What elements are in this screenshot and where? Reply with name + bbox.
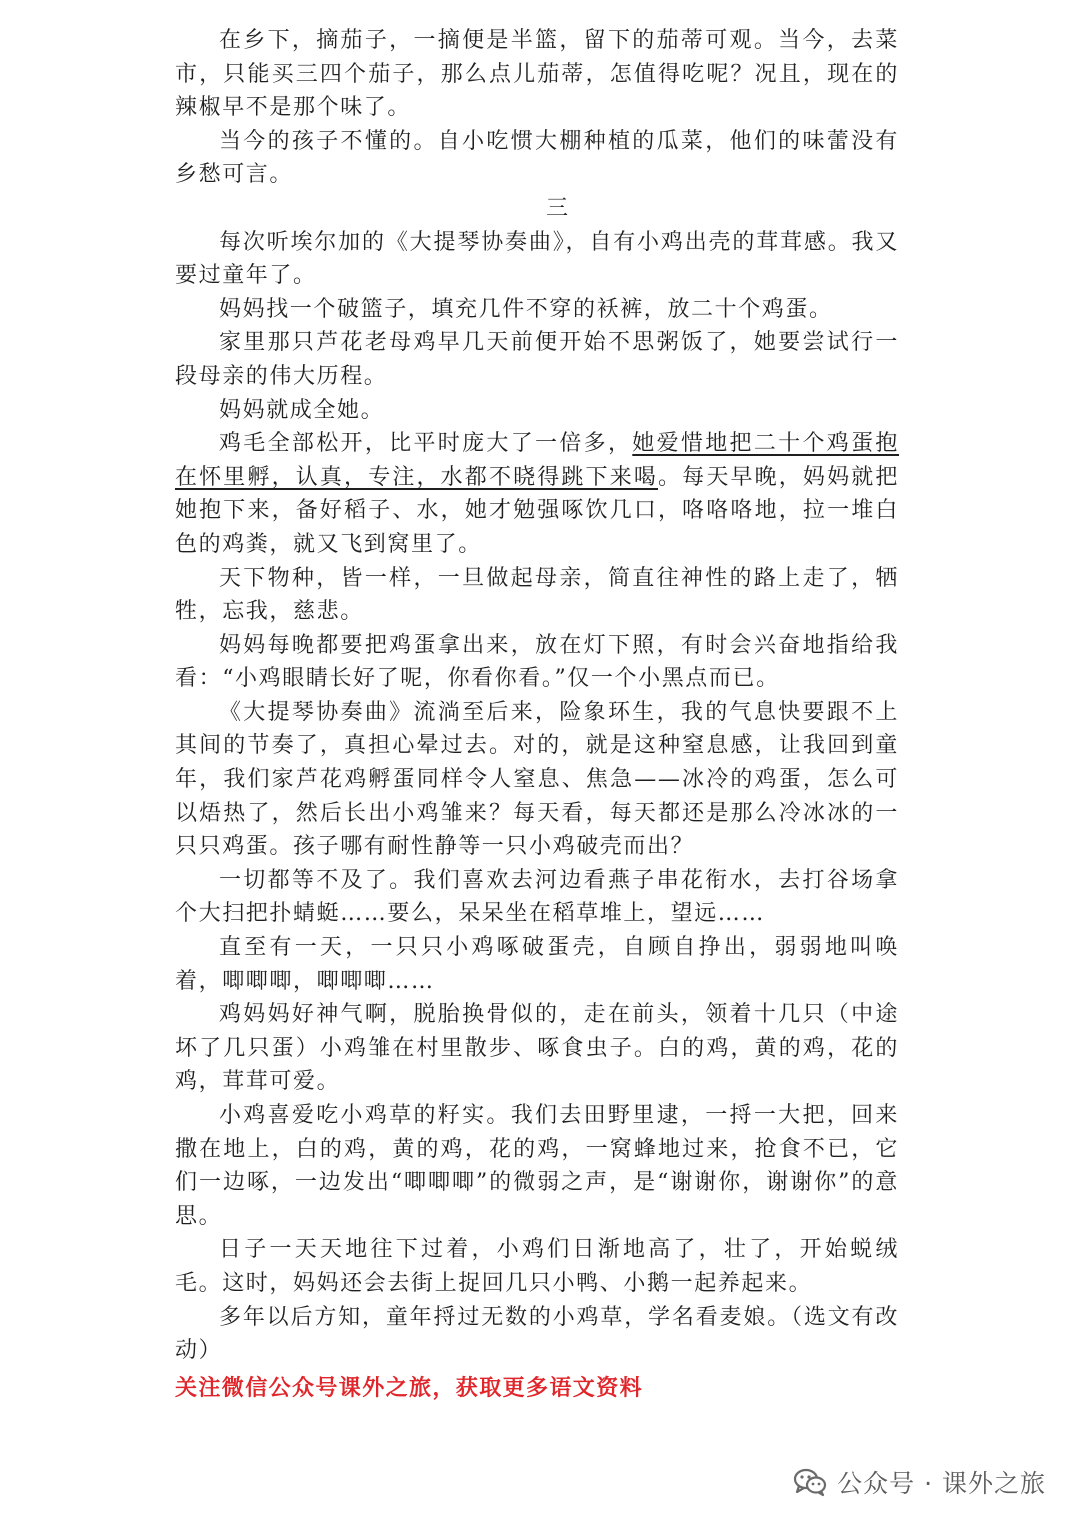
paragraph: 天下物种，皆一样，一旦做起母亲，简直往神性的路上走了，牺牲，忘我，慈悲。 [175, 565, 899, 625]
paragraph: 鸡妈妈好神气啊，脱胎换骨似的，走在前头，领着十几只（中途坏了几只蛋）小鸡雏在村里散步、啄食虫子。白的鸡，黄的鸡，花的鸡，茸茸可爱。 [175, 1002, 899, 1095]
paragraph: 日子一天天地往下过着，小鸡们日渐地高了，壮了，开始蜕绒毛。这时，妈妈还会去街上捉回几只小鸭、小鹅一起养起来。 [175, 1237, 899, 1296]
paragraph: 直至有一天，一只只小鸡啄破蛋壳，自顾自挣出，弱弱地叫唤着，唧唧唧，唧唧唧…… [175, 935, 899, 994]
paragraph: 妈妈找一个破篮子，填充几件不穿的袄裤，放二十个鸡蛋。 [219, 296, 833, 322]
paragraph: 家里那只芦花老母鸡早几天前便开始不思粥饭了，她要尝试行一段母亲的伟大历程。 [175, 330, 899, 389]
paragraph-text: 鸡毛全部松开，比平时庞大了一倍多， [219, 431, 633, 457]
paragraph: 妈妈就成全她。 [219, 397, 385, 423]
underlined-sentence: 她爱惜地把二十个鸡蛋抱在怀里孵，认真，专注，水都不晓得跳下来喝 [175, 431, 900, 490]
section-heading: 三 [545, 195, 568, 221]
paragraph-with-underline [175, 427, 899, 561]
wechat-channel-icon [793, 1467, 827, 1497]
paragraph: 在乡下，摘茄子，一摘便是半篮，留下的茄蒂可观。当今，去菜市，只能买三四个茄子，那么点儿茄蒂，怎值得吃呢？况且，现在的辣椒早不是那个味了。 [175, 28, 899, 121]
article [175, 24, 899, 1405]
watermark-text: 公众号 · 课外之旅 [837, 1469, 1046, 1498]
paragraph: 每次听埃尔加的《大提琴协奏曲》，自有小鸡出壳的茸茸感。我又要过童年了。 [175, 229, 899, 289]
paragraph: 《大提琴协奏曲》流淌至后来，险象环生，我的气息快要跟不上其间的节奏了，真担心晕过去。对的，就是这种窒息感，让我回到童年，我们家芦花鸡孵蛋同样令人窒息、焦急——冰冷的鸡蛋，怎么可以焐热了，然后长出小鸡雏来？每天看，每天都还是那么冷冰冰的一只只鸡蛋。孩子哪有耐性静等一只小鸡破壳而出？ [175, 699, 899, 860]
paragraph: 当今的孩子不懂的。自小吃惯大棚种植的瓜菜，他们的味蕾没有乡愁可言。 [175, 128, 899, 188]
watermark [793, 1462, 1046, 1502]
promo-text: 关注微信公众号课外之旅，获取更多语文资料 [175, 1374, 644, 1401]
paragraph: 一切都等不及了。我们喜欢去河边看燕子串花衔水，去打谷场拿个大扫把扑蜻蜓……要么，呆呆坐在稻草堆上，望远…… [175, 867, 899, 927]
paragraph-text: 。每天早晚，妈妈就把她抱下来，备好稻子、水，她才勉强啄饮几口，咯咯咯地，拉一堆白色的鸡粪，就又飞到窝里了。 [175, 464, 899, 557]
paragraph: 小鸡喜爱吃小鸡草的籽实。我们去田野里逮，一捋一大把，回来撒在地上，白的鸡，黄的鸡，花的鸡，一窝蜂地过来，抢食不已，它们一边啄，一边发出“唧唧唧”的微弱之声，是“谢谢你，谢谢你”的意思。 [175, 1103, 899, 1229]
paragraph: 妈妈每晚都要把鸡蛋拿出来，放在灯下照，有时会兴奋地指给我看：“小鸡眼睛长好了呢，你看你看。”仅一个小黑点而已。 [175, 632, 899, 692]
paragraph: 多年以后方知，童年捋过无数的小鸡草，学名看麦娘。（选文有改动） [175, 1304, 899, 1364]
